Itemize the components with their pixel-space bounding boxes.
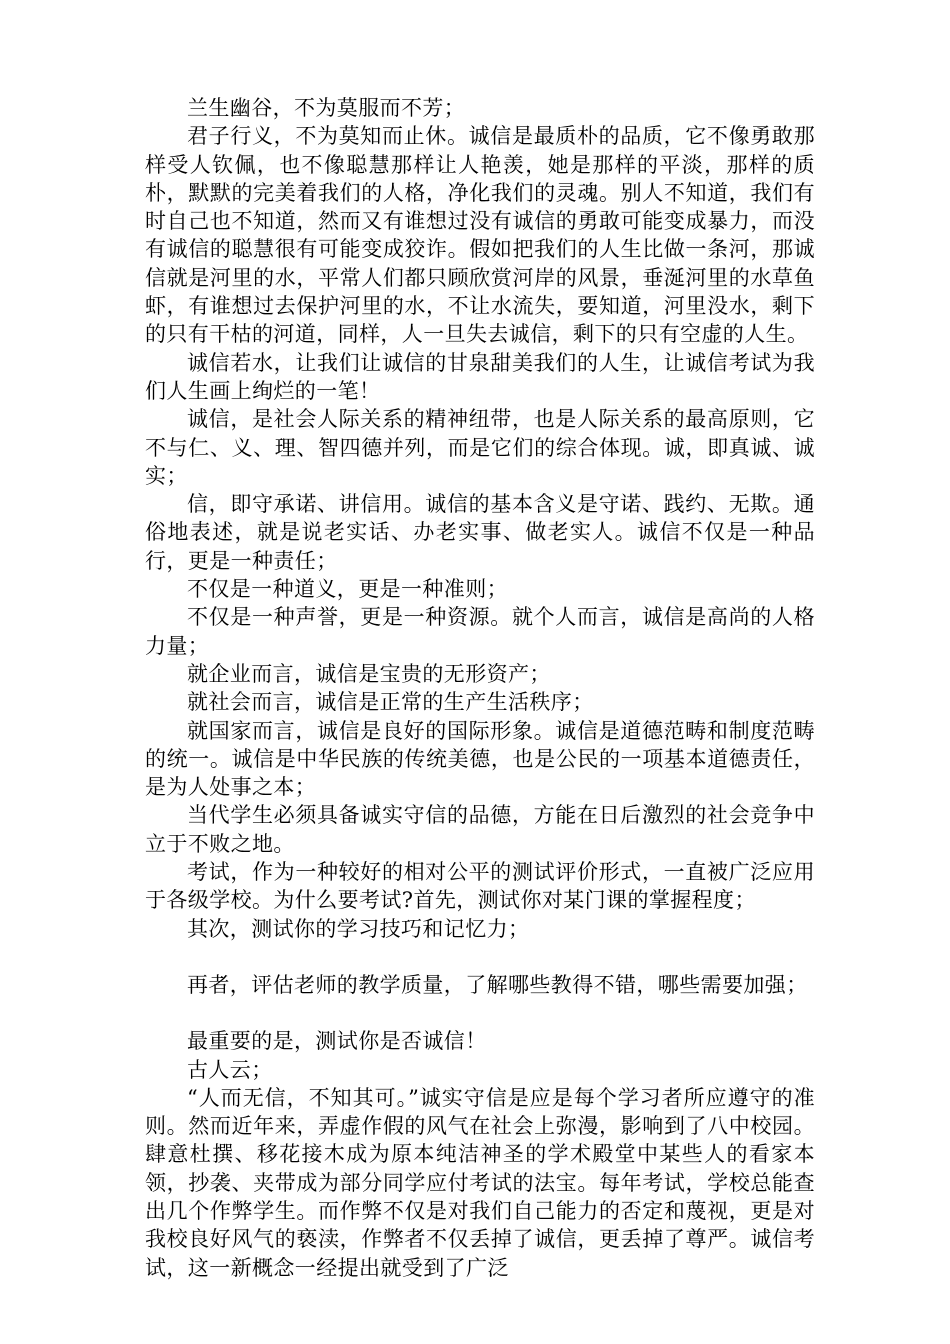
paragraph: 就企业而言，诚信是宝贵的无形资产； xyxy=(187,661,551,686)
paragraph: 不仅是一种声誉，更是一种资源。就个人而言，诚信是高尚的人格力量； xyxy=(145,605,815,658)
paragraph: 当代学生必须具备诚实守信的品德，方能在日后激烈的社会竞争中立于不败之地。 xyxy=(145,803,815,856)
paragraph: 兰生幽谷，不为莫服而不芳； xyxy=(187,96,466,120)
paragraph: 君子行义，不为莫知而止休。诚信是最质朴的品质，它不像勇敢那样受人钦佩，也不像聪慧那样让人艳羡，她是那样的平淡，那样的质朴，默默的完美着我们的人格，净化我们的灵魂。别人不知道，我们有时自己也不知道，然而又有谁想过没有诚信的勇敢可能变成暴力，而没有诚信的聪慧很有可能变成狡诈。假如把我们的人生比做一条河，那诚信就是河里的水，平常人们都只顾欣赏河岸的风景，垂涎河里的水草鱼虾，有谁想过去保护河里的水，不让水流失，要知道，河里没水，剩下的只有干枯的河道，同样，人一旦失去诚信，剩下的只有空虚的人生。 xyxy=(145,124,815,347)
paragraph-spacer xyxy=(145,999,815,1027)
document-body xyxy=(145,94,815,1282)
paragraph: “人而无信，不知其可。”诚实守信是应是每个学习者所应遵守的准则。然而近年来，弄虚作假的风气在社会上弥漫，影响到了八中校园。肆意杜撰、移花接木成为原本纯洁神圣的学术殿堂中某些人的看家本领，抄袭、夹带成为部分同学应付考试的法宝。每年考试，学校总能查出几个作弊学生。而作弊不仅是对我们自己能力的否定和蔑视，更是对我校良好风气的亵渎，作弊者不仅丢掉了诚信，更丢掉了尊严。诚信考试，这一新概念一经提出就受到了广泛 xyxy=(145,1085,815,1280)
paragraph: 信，即守承诺、讲信用。诚信的基本含义是守诺、践约、无欺。通俗地表述，就是说老实话、办老实事、做老实人。诚信不仅是一种品行，更是一种责任； xyxy=(145,492,815,573)
paragraph: 不仅是一种道义，更是一种准则； xyxy=(187,577,508,602)
paragraph: 诚信若水，让我们让诚信的甘泉甜美我们的人生，让诚信考试为我们人生画上绚烂的一笔！ xyxy=(145,350,815,403)
paragraph: 其次，测试你的学习技巧和记忆力； xyxy=(187,916,530,941)
paragraph: 就社会而言，诚信是正常的生产生活秩序； xyxy=(187,690,594,715)
paragraph: 再者，评估老师的教学质量，了解哪些教得不错，哪些需要加强； xyxy=(187,972,808,997)
paragraph: 最重要的是，测试你是否诚信！ xyxy=(187,1029,487,1054)
paragraph: 就国家而言，诚信是良好的国际形象。诚信是道德范畴和制度范畴的统一。诚信是中华民族的传统美德，也是公民的一项基本道德责任，是为人处事之本； xyxy=(145,718,815,800)
paragraph: 古人云； xyxy=(187,1057,273,1082)
paragraph-spacer xyxy=(145,943,815,971)
paragraph: 诚信，是社会人际关系的精神纽带，也是人际关系的最高原则，它不与仁、义、理、智四德并列，而是它们的综合体现。诚，即真诚、诚实； xyxy=(145,407,815,488)
paragraph: 考试，作为一种较好的相对公平的测试评价形式，一直被广泛应用于各级学校。为什么要考试?首先，测试你对某门课的掌握程度； xyxy=(145,860,815,913)
